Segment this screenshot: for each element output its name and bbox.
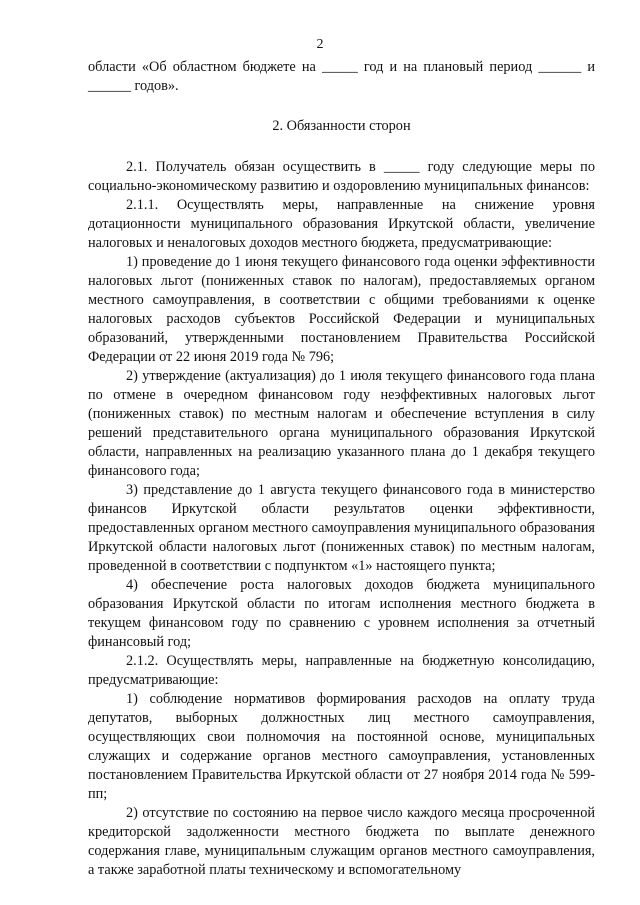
- paragraph-2-1-2: 2.1.2. Осуществлять меры, направленные на бюджетную консолидацию, предусматривающие:: [88, 653, 595, 688]
- list-item-4: 4) обеспечение роста налоговых доходов бюджета муниципального образования Иркутской области по итогам исполнения местного бюджета в текущем финансовом году по сравнению с уровнем исполнения за отчетный финансовый год;: [88, 577, 595, 650]
- list-item-1: 1) проведение до 1 июня текущего финансового года оценки эффективности налоговых льгот (пониженных ставок по налогам), предоставляемых органом местного самоуправления, в соответствии с общими требованиями к оценке налоговых расходов субъектов Российской Федерации и муниципальных образований, утвержденными постановлением Правительства Российской Федерации от 22 июня 2019 года № 796;: [88, 254, 595, 365]
- list-item-2: 2) утверждение (актуализация) до 1 июля текущего финансового года плана по отмене в очередном финансовом году неэффективных налоговых льгот (пониженных ставок) по местным налогам и обеспечение вступления в силу решений представительного органа муниципального образования Иркутской области, направленных на реализацию указанного плана до 1 декабря текущего финансового года;: [88, 368, 595, 479]
- section-heading: 2. Обязанности сторон: [272, 118, 411, 134]
- paragraph-intro: области «Об областном бюджете на _____ год и на плановый период ______ и ______ годов».: [88, 59, 595, 94]
- page-number: 2: [316, 37, 324, 52]
- list-item-2-1: 1) соблюдение нормативов формирования расходов на оплату труда депутатов, выборных должностных лиц местного самоуправления, осуществляющих свои полномочия на постоянной основе, муниципальных служащих и содержание органов местного самоуправления, установленных постановлением Правительства Иркутской области от 27 ноября 2014 года № 599-пп;: [88, 691, 595, 802]
- paragraph-2-1: 2.1. Получатель обязан осуществить в _____ году следующие меры по социально-экономическому развитию и оздоровлению муниципальных финансов:: [88, 159, 595, 194]
- list-item-3: 3) представление до 1 августа текущего финансового года в министерство финансов Иркутской области результатов оценки эффективности, предоставленных органом местного самоуправления муниципального образования Иркутской области налоговых льгот (пониженных ставок) по местным налогам, проведенной в соответствии с подпунктом «1» настоящего пункта;: [88, 482, 595, 574]
- list-item-2-2: 2) отсутствие по состоянию на первое число каждого месяца просроченной кредиторской задолженности местного бюджета по выплате денежного содержания главе, муниципальным служащим органов местного самоуправления, а также заработной платы техническому и вспомогательному: [88, 805, 595, 878]
- paragraph-2-1-1: 2.1.1. Осуществлять меры, направленные на снижение уровня дотационности муниципального образования Иркутской области, увеличение налоговых и неналоговых доходов местного бюджета, предусматривающие:: [88, 197, 595, 251]
- document-body: [88, 58, 595, 880]
